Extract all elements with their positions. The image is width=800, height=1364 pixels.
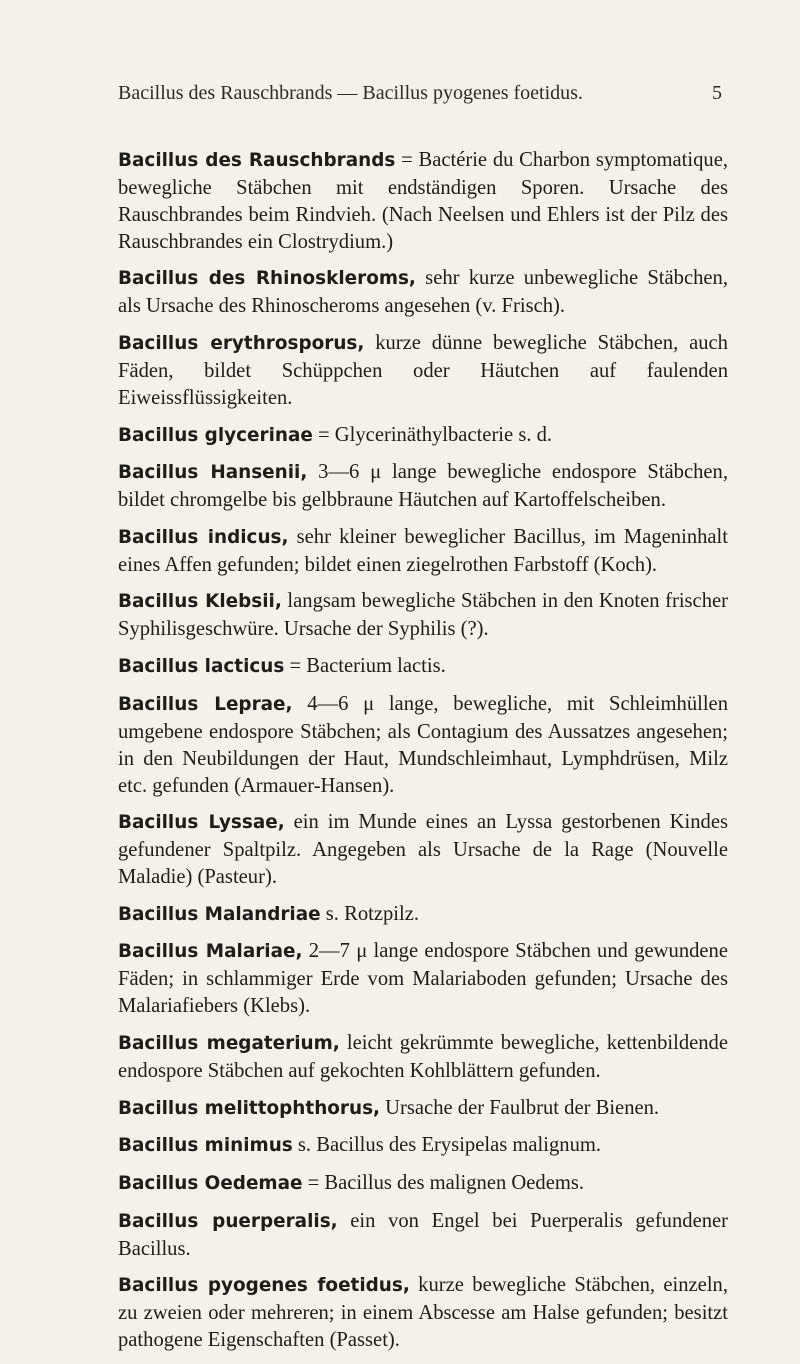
- dictionary-entry: [118, 1095, 728, 1123]
- entry-definition: s. Rotzpilz.: [320, 902, 420, 925]
- dictionary-entry: [118, 938, 728, 1020]
- entry-definition: ein von Engel bei Puerperalis gefundener Bacillus.: [118, 1209, 728, 1260]
- entry-definition: 3—6 μ lange bewegliche endospore Stäbchen, bildet chromgelbe bis gelbbraune Häutchen auf Kartoffelscheiben.: [118, 461, 728, 512]
- entry-definition: = Bacterium lactis.: [284, 655, 446, 678]
- dictionary-entries: [118, 147, 728, 1364]
- entry-term: Bacillus lacticus: [118, 656, 285, 678]
- entry-term: Bacillus melittophthorus,: [118, 1097, 381, 1119]
- dictionary-entry: [118, 809, 728, 891]
- dictionary-entry: [118, 459, 728, 514]
- dictionary-entry: [118, 653, 728, 681]
- entry-definition: 4—6 μ lange, bewegliche, mit Schleimhüllen umgebene endospore Stäbchen; als Contagium des Aussatzes angesehen; in den Neubildungen der Haut, Mundschleimhaut, Lymphdrüsen, Milz etc. gefunden (Armauer-Hansen).: [118, 692, 728, 797]
- dictionary-entry: [118, 147, 728, 256]
- entry-definition: = Bacillus des malignen Oedems.: [302, 1171, 585, 1194]
- entry-definition: leicht gekrümmte bewegliche, kettenbildende endospore Stäbchen auf gekochten Kohlblättern gefunden.: [118, 1031, 728, 1082]
- entry-term: Bacillus pyogenes foetidus,: [118, 1275, 410, 1297]
- dictionary-entry: [118, 1132, 728, 1160]
- dictionary-entry: [118, 691, 728, 800]
- entry-definition: sehr kurze unbewegliche Stäbchen, als Ursache des Rhinoscheroms angesehen (v. Frisch).: [118, 267, 728, 318]
- dictionary-entry: [118, 422, 728, 450]
- entry-term: Bacillus glycerinae: [118, 424, 313, 446]
- entry-term: Bacillus Oedemae: [118, 1172, 303, 1194]
- entry-term: Bacillus indicus,: [118, 526, 289, 548]
- dictionary-entry: [118, 901, 728, 929]
- entry-term: Bacillus Hansenii,: [118, 462, 308, 484]
- entry-definition: sehr kleiner beweglicher Bacillus, im Mageninhalt eines Affen gefunden; bildet einen ziegelrothen Farbstoff (Koch).: [118, 525, 728, 576]
- entry-term: Bacillus Leprae,: [118, 693, 293, 715]
- entry-definition: kurze dünne bewegliche Stäbchen, auch Fäden, bildet Schüppchen oder Häutchen auf faulenden Eiweissflüssigkeiten.: [118, 332, 728, 409]
- entry-term: Bacillus Klebsii,: [118, 591, 282, 613]
- entry-definition: ein im Munde eines an Lyssa gestorbenen Kindes gefundener Spaltpilz. Angegeben als Ursache de la Rage (Nouvelle Maladie) (Pasteur).: [118, 811, 728, 889]
- entry-definition: Ursache der Faulbrut der Bienen.: [380, 1096, 660, 1119]
- dictionary-entry: [118, 1030, 728, 1085]
- dictionary-entry: [118, 1208, 728, 1263]
- entry-term: Bacillus des Rhinoskleroms,: [118, 268, 416, 290]
- entry-term: Bacillus minimus: [118, 1135, 293, 1157]
- dictionary-entry: [118, 524, 728, 579]
- dictionary-entry: [118, 588, 728, 643]
- entry-definition: 2—7 μ lange endospore Stäbchen und gewundene Fäden; in schlammiger Erde vom Malariaboden gefunden; Ursache des Malariafiebers (Klebs).: [118, 940, 728, 1018]
- dictionary-entry: [118, 330, 728, 412]
- dictionary-entry: [118, 265, 728, 320]
- entry-term: Bacillus puerperalis,: [118, 1210, 338, 1232]
- entry-definition: = Bactérie du Charbon symptomatique, bewegliche Stäbchen mit endständigen Sporen. Ursache des Rauschbrandes beim Rindvieh. (Nach Neelsen und Ehlers ist der Pilz des Rauschbrandes ein Clostrydium.): [118, 149, 728, 253]
- entry-definition: langsam bewegliche Stäbchen in den Knoten frischer Syphilisgeschwüre. Ursache der Syphilis (?).: [118, 590, 728, 641]
- running-head-title: Bacillus des Rauschbrands — Bacillus pyogenes foetidus.: [118, 82, 583, 104]
- dictionary-entry: [118, 1272, 728, 1354]
- entry-definition: s. Bacillus des Erysipelas malignum.: [292, 1134, 602, 1157]
- entry-term: Bacillus megaterium,: [118, 1032, 340, 1054]
- entry-term: Bacillus Malariae,: [118, 941, 303, 963]
- entry-term: Bacillus erythrosporus,: [118, 333, 365, 355]
- entry-term: Bacillus des Rauschbrands: [118, 150, 396, 171]
- entry-definition: = Glycerinäthylbacterie s. d.: [312, 423, 553, 446]
- entry-term: Bacillus Malandriae: [118, 903, 321, 925]
- dictionary-entry: [118, 1170, 728, 1198]
- page-number: 5: [712, 82, 722, 104]
- entry-definition: kurze bewegliche Stäbchen, einzeln, zu zweien oder mehreren; in einem Abscesse am Halse gefunden; besitzt pathogene Eigenschaften (Passet).: [118, 1274, 728, 1352]
- entry-term: Bacillus Lyssae,: [118, 812, 285, 834]
